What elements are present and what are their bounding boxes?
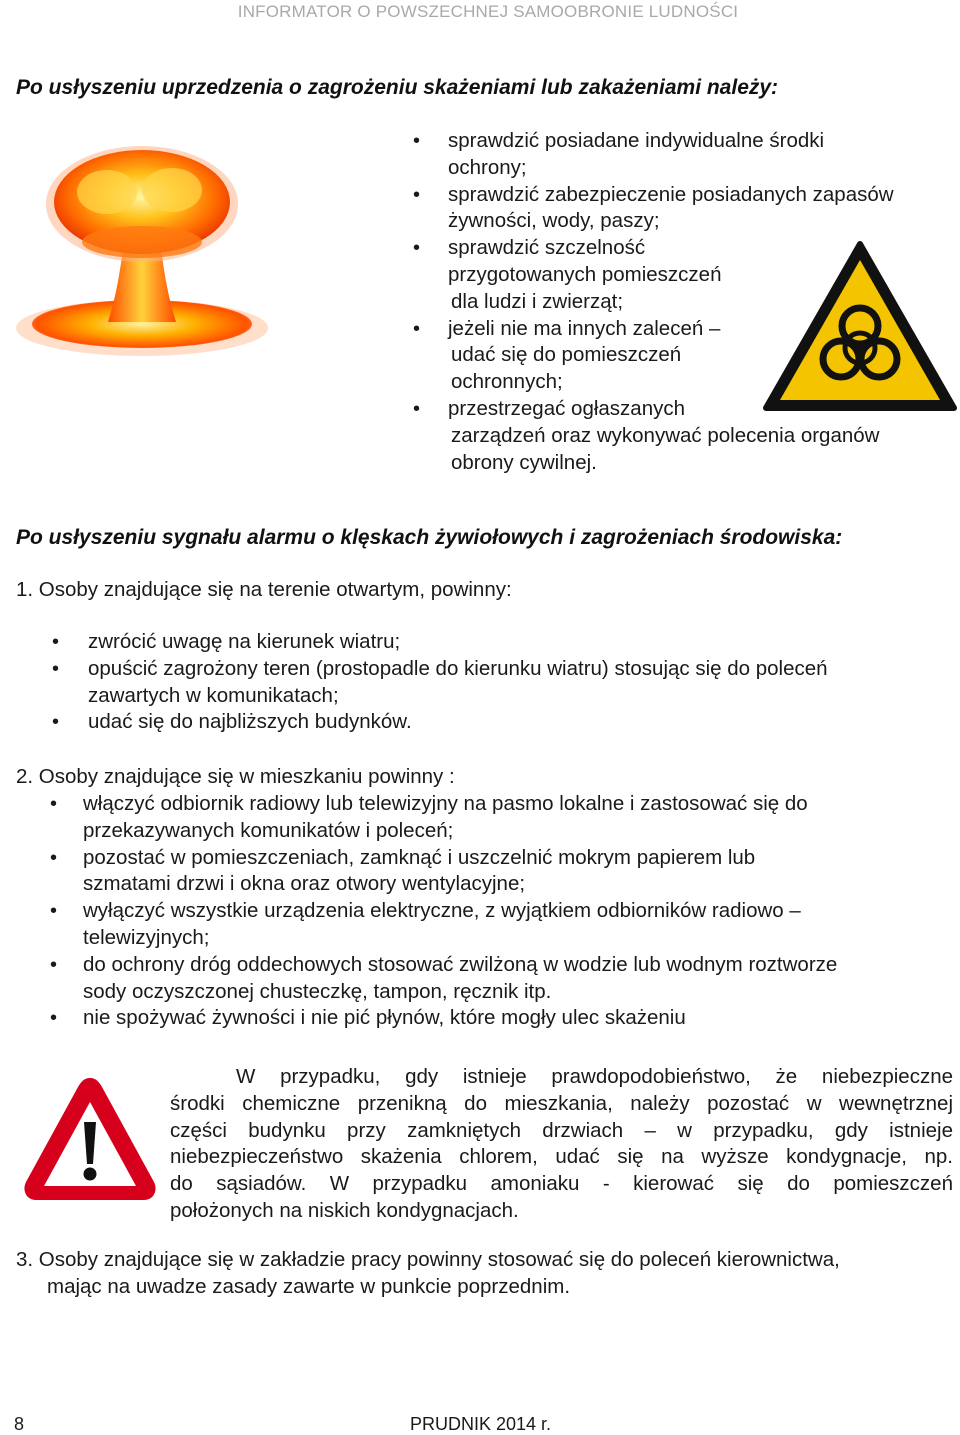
list-item bbox=[83, 791, 953, 845]
list-item-line: przygotowanych pomieszczeń bbox=[448, 262, 722, 286]
list-item-line: sody oczyszczonej chusteczkę, tampon, ręcznik itp. bbox=[83, 979, 552, 1003]
list-item-line: • włączyć odbiornik radiowy lub telewizyjny na pasmo lokalne i zastosować się do bbox=[83, 792, 808, 815]
list-item bbox=[83, 845, 953, 899]
paragraph-line: środki chemiczne przenikną do mieszkania, należy pozostać w wewnętrznej bbox=[170, 1091, 953, 1115]
list-item-line: dla ludzi i zwierząt; bbox=[451, 289, 624, 313]
list-item-line: ochrony; bbox=[448, 155, 527, 179]
biohazard-warning-icon bbox=[762, 238, 958, 414]
section-heading-1: Po usłyszeniu uprzedzenia o zagrożeniu skażeniami lub zakażeniami należy: bbox=[16, 76, 779, 99]
list-item-line: • do ochrony dróg oddechowych stosować zwilżoną w wodzie lub wodnym roztworze bbox=[83, 952, 838, 976]
running-header: INFORMATOR O POWSZECHNEJ SAMOOBRONIE LUDNOŚCI bbox=[237, 2, 739, 21]
page-number: 8 bbox=[14, 1414, 25, 1434]
list-item bbox=[83, 1005, 953, 1032]
list-item-line: zarządzeń oraz wykonywać polecenia organów bbox=[451, 423, 880, 447]
mushroom-cloud-icon bbox=[12, 132, 274, 364]
list-item-line: • przestrzegać ogłaszanych bbox=[448, 396, 686, 420]
paragraph-line: niebezpieczeństwo skażenia chlorem, udać się na wyższe kondygnacje, np. bbox=[170, 1145, 953, 1169]
home-list bbox=[83, 791, 953, 1032]
list-item-line: udać się do pomieszczeń bbox=[451, 343, 682, 367]
list-item: • opuścić zagrożony teren (prostopadle do kierunku wiatru) stosując się do poleceń bbox=[88, 656, 948, 683]
list-item-line: zawartych w komunikatach; bbox=[88, 683, 339, 707]
point-3-line: 3. Osoby znajdujące się w zakładzie pracy powinny stosować się do poleceń kierownictwa, bbox=[16, 1248, 840, 1271]
point-1-title: 1. Osoby znajdujące się na terenie otwartym, powinny: bbox=[16, 578, 512, 601]
list-item-line: • nie spożywać żywności i nie pić płynów, które mogły ulec skażeniu bbox=[83, 1006, 686, 1030]
point-3-line: mając na uwadze zasady zawarte w punkcie poprzednim. bbox=[47, 1274, 571, 1298]
list-item bbox=[448, 182, 948, 236]
point-3 bbox=[16, 1247, 956, 1301]
list-item-line: • sprawdzić posiadane indywidualne środki bbox=[448, 129, 825, 152]
list-item bbox=[448, 128, 948, 182]
list-item-line: telewizyjnych; bbox=[83, 925, 210, 949]
paragraph-line: W przypadku, gdy istnieje prawdopodobieństwo, że niebezpieczne bbox=[236, 1065, 953, 1088]
paragraph-line: części budynku przy zamkniętych drzwiach – w przypadku, gdy istnieje bbox=[170, 1118, 953, 1142]
open-area-list bbox=[88, 629, 948, 736]
point-2-title: 2. Osoby znajdujące się w mieszkaniu powinny : bbox=[16, 765, 455, 788]
warning-paragraph bbox=[170, 1064, 953, 1225]
section-heading-2: Po usłyszeniu sygnału alarmu o klęskach żywiołowych i zagrożeniach środowiska: bbox=[16, 526, 843, 549]
list-item-line: żywności, wody, paszy; bbox=[448, 209, 660, 233]
list-item bbox=[83, 898, 953, 952]
paragraph-line: do sąsiadów. W przypadku amoniaku - kierować się do pomieszczeń bbox=[170, 1172, 953, 1196]
exclamation-warning-icon bbox=[20, 1070, 160, 1210]
list-item bbox=[83, 952, 953, 1006]
list-item-line: • pozostać w pomieszczeniach, zamknąć i uszczelnić mokrym papierem lub bbox=[83, 845, 756, 869]
list-item-line: ochronnych; bbox=[451, 370, 563, 394]
list-item: • udać się do najbliższych budynków. bbox=[88, 709, 948, 736]
footer-text: PRUDNIK 2014 r. bbox=[410, 1414, 552, 1434]
list-item-line: obrony cywilnej. bbox=[451, 450, 597, 474]
list-item-line: • wyłączyć wszystkie urządzenia elektryczne, z wyjątkiem odbiorników radiowo – bbox=[83, 899, 801, 923]
paragraph-line: położonych na niskich kondygnacjach. bbox=[170, 1198, 519, 1222]
list-item-line: • jeżeli nie ma innych zaleceń – bbox=[448, 316, 721, 340]
list-item: • zwrócić uwagę na kierunek wiatru; bbox=[88, 629, 948, 656]
list-item-line: szmatami drzwi i okna oraz otwory wentylacyjne; bbox=[83, 872, 526, 896]
list-item-line: przekazywanych komunikatów i poleceń; bbox=[83, 818, 454, 842]
list-item-line: • sprawdzić szczelność bbox=[448, 236, 646, 260]
list-item-line: • sprawdzić zabezpieczenie posiadanych zapasów bbox=[448, 182, 894, 206]
